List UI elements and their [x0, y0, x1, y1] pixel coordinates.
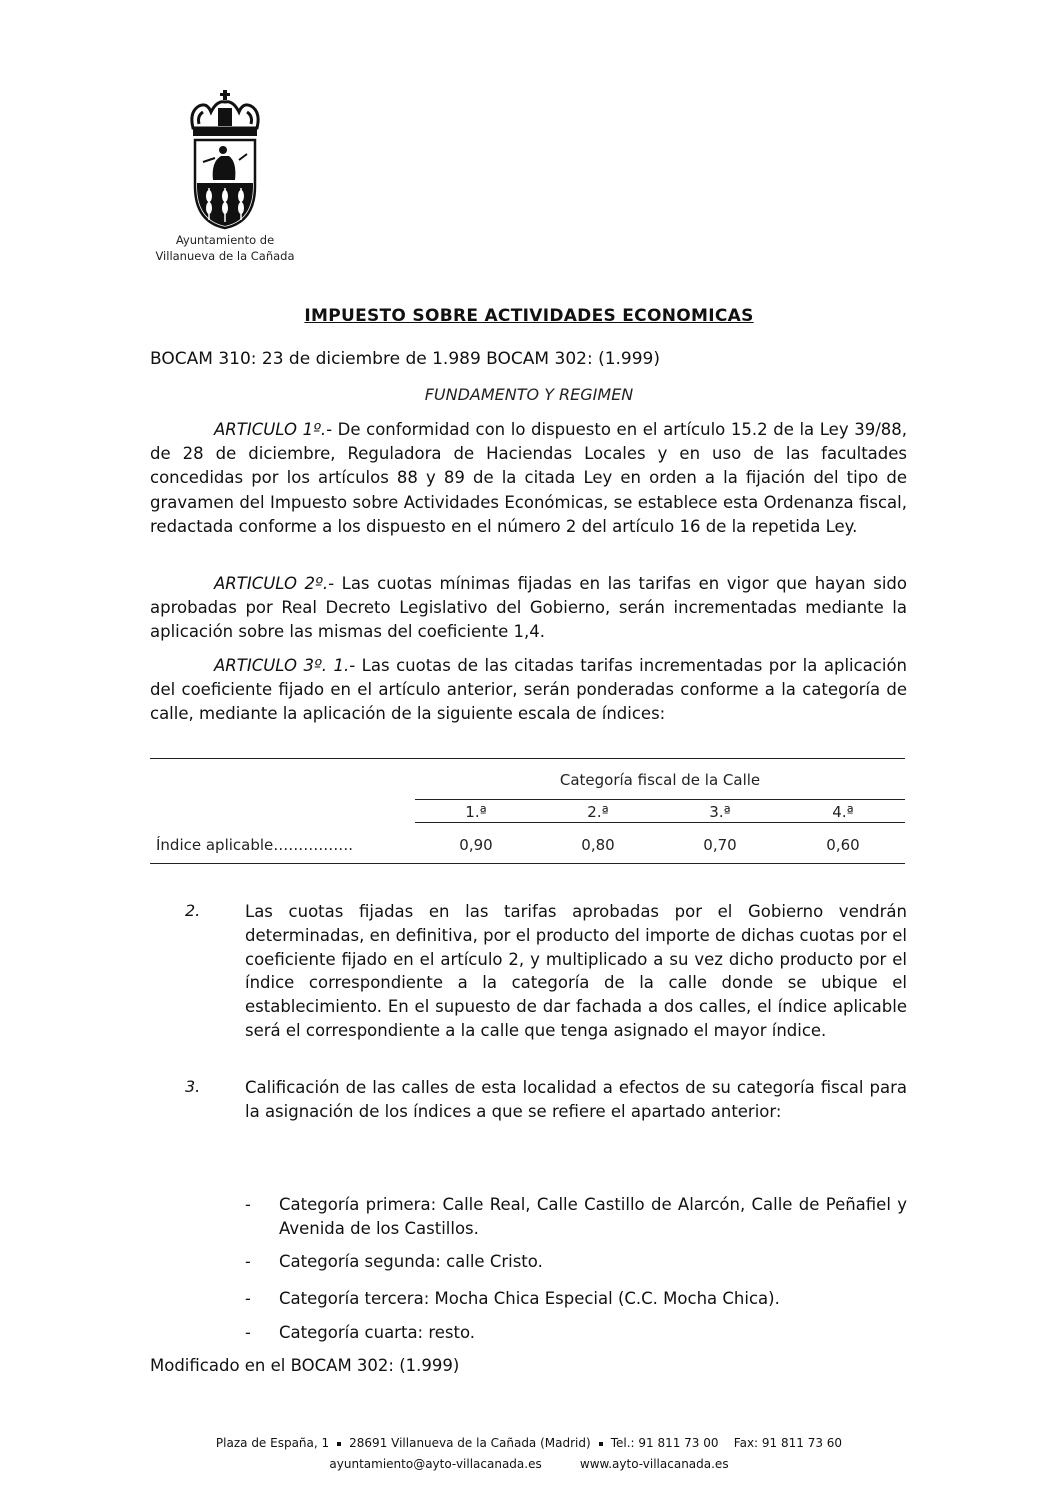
article-label: ARTICULO 3º. 1.-	[214, 656, 356, 675]
numbered-item-3: Calificación de las calles de esta localidad a efectos de su categoría fiscal para la asignación de los índices a que se refiere el apartado anterior:	[245, 1078, 907, 1121]
bocam-reference: BOCAM 310: 23 de diciembre de 1.989 BOCAM 302: (1.999)	[150, 349, 661, 369]
footer-fax: Fax: 91 811 73 60	[733, 1436, 843, 1450]
bullet-marker: -	[245, 1195, 251, 1214]
table-top-rule	[150, 758, 905, 759]
bullet-marker: -	[245, 1289, 251, 1308]
footer-email[interactable]: ayuntamiento@ayto-villacanada.es	[329, 1457, 542, 1471]
table-column-header: 4.ª	[832, 803, 854, 821]
document-title: IMPUESTO SOBRE ACTIVIDADES ECONOMICAS	[304, 306, 754, 326]
table-bottom-rule	[150, 863, 905, 864]
article-text: Las cuotas mínimas fijadas en las tarifas en vigor que hayan sido aprobadas por Real Decreto Legislativo del Gobierno, serán incrementadas mediante la aplicación sobre las mismas del coeficiente 1,4.	[150, 574, 907, 642]
table-cell: 0,60	[826, 836, 860, 854]
article-text: De conformidad con lo dispuesto en el artículo 15.2 de la Ley 39/88, de 28 de diciembre, Reguladora de Haciendas Locales y en uso de las facultades concedidas por los artículos 88 y 89 de la citada Ley en orden a la fijación del tipo de gravamen del Impuesto sobre Actividades Económicas, se establece esta Ordenanza fiscal, redactada conforme a los dispuesto en el número 2 del artículo 16 de la repetida Ley.	[150, 420, 908, 536]
article-label: ARTICULO 1º.-	[214, 420, 333, 439]
footer-web[interactable]: www.ayto-villacanada.es	[579, 1457, 729, 1471]
table-column-header: 2.ª	[587, 803, 609, 821]
footer-city: 28691 Villanueva de la Cañada (Madrid)	[349, 1436, 591, 1450]
table-cell: 0,80	[581, 836, 615, 854]
article-text: Las cuotas de las citadas tarifas incrementadas por la aplicación del coeficiente fijado en el artículo anterior, serán ponderadas conforme a la categoría de calle, mediante la aplicación de la siguiente escala de índices:	[150, 656, 907, 724]
table-column-header: 3.ª	[709, 803, 731, 821]
table-columns-rule	[415, 822, 905, 823]
table-cell: 0,70	[703, 836, 737, 854]
footer-tel: Tel.: 91 811 73 00	[610, 1436, 719, 1450]
bullet-marker: -	[245, 1252, 251, 1271]
separator-icon	[599, 1442, 603, 1446]
section-heading: FUNDAMENTO Y REGIMEN	[424, 385, 634, 404]
category-item: Categoría tercera: Mocha Chica Especial (C.C. Mocha Chica).	[279, 1289, 780, 1308]
item-number: 2.	[185, 901, 201, 920]
footer-address: Plaza de España, 1	[215, 1436, 330, 1450]
table-cell: 0,90	[459, 836, 493, 854]
numbered-item-2: Las cuotas fijadas en las tarifas aprobadas por el Gobierno vendrán determinadas, en definitiva, por el producto del importe de dichas cuotas por el coeficiente fijado en el artículo 2, y multiplicado a su vez dicho producto por el índice correspondiente a la categoría de la calle donde se ubique el establecimiento. En el supuesto de dar fachada a dos calles, el índice aplicable será el correspondiente a la calle que tenga asignado el mayor índice.	[245, 902, 907, 1040]
article-1	[150, 418, 907, 539]
item-number: 3.	[185, 1077, 201, 1096]
organization-name	[146, 232, 304, 264]
separator-icon	[337, 1442, 341, 1446]
organization-line-1: Ayuntamiento de	[175, 233, 275, 247]
organization-line-2: Villanueva de la Cañada	[155, 249, 295, 263]
footer-online	[150, 1457, 908, 1471]
table-header-rule	[415, 799, 905, 800]
category-item: Categoría primera: Calle Real, Calle Castillo de Alarcón, Calle de Peñafiel y Avenida de los Castillos.	[279, 1195, 907, 1238]
table-header: Categoría fiscal de la Calle	[559, 771, 761, 789]
coat-of-arms-logo	[185, 88, 265, 233]
modification-note: Modificado en el BOCAM 302: (1.999)	[150, 1356, 460, 1375]
footer-contact	[150, 1436, 908, 1450]
category-item: Categoría cuarta: resto.	[279, 1323, 476, 1342]
article-2	[150, 572, 907, 645]
category-item: Categoría segunda: calle Cristo.	[279, 1252, 543, 1271]
bullet-marker: -	[245, 1323, 251, 1342]
article-label: ARTICULO 2º.-	[214, 574, 335, 593]
table-column-header: 1.ª	[465, 803, 487, 821]
article-3	[150, 654, 907, 727]
table-row-label: Índice aplicable…………….	[156, 836, 354, 854]
